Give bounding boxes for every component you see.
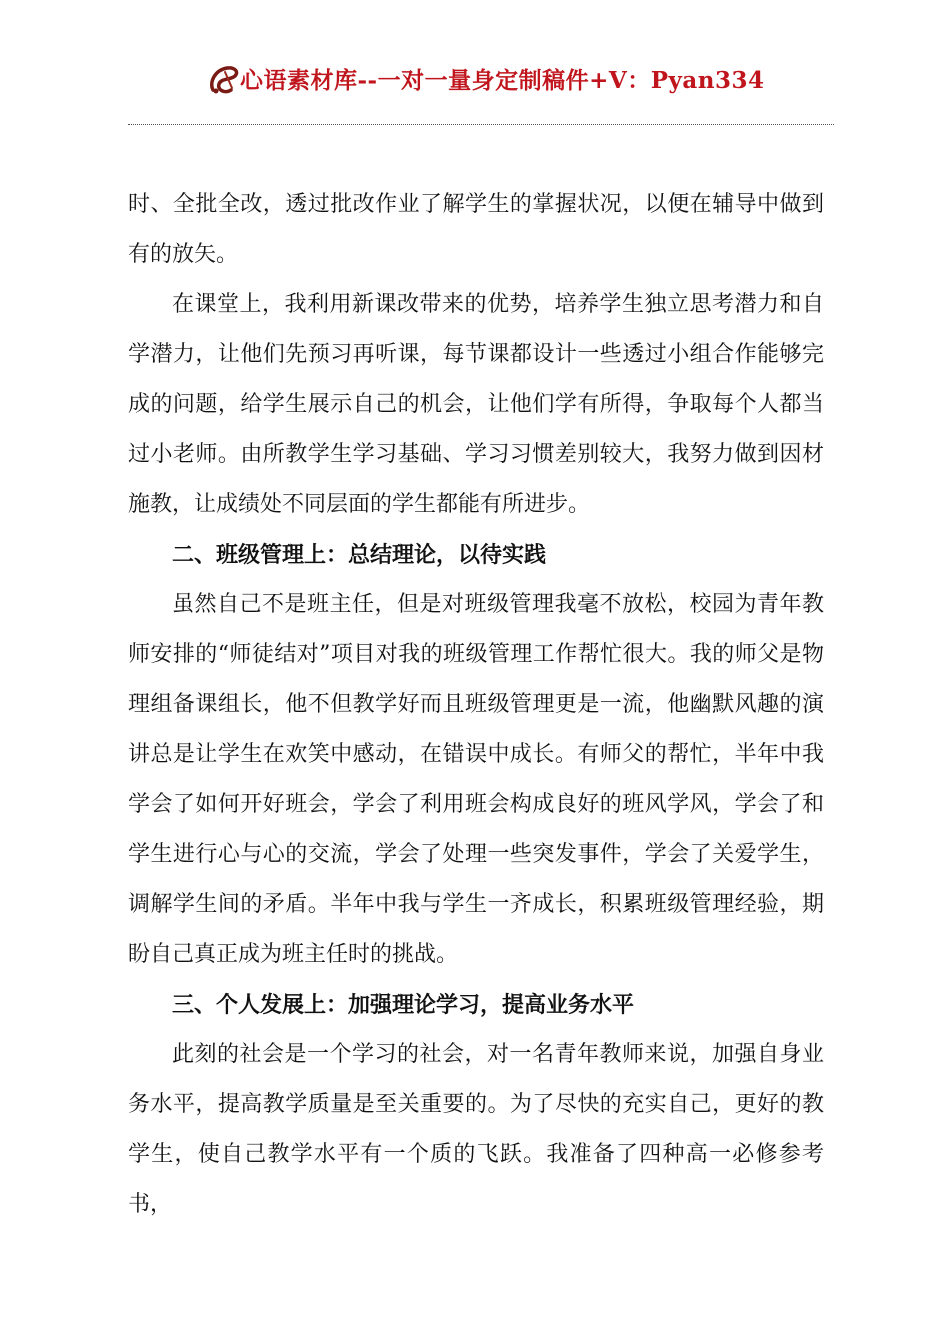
header-slogan: 一对一量身定制稿件+V：Pyan334 xyxy=(377,67,765,94)
header-divider xyxy=(128,124,834,125)
paragraph: 虽然自己不是班主任，但是对班级管理我毫不放松，校园为青年教师安排的“师徒结对”项目对我的班级管理工作帮忙很大。我的师父是物理组备课组长，他不但教学好而且班级管理更是一流，他幽默风趣的演讲总是让学生在欢笑中感动，在错误中成长。有师父的帮忙，半年中我学会了如何开好班会，学会了利用班会构成良好的班风学风，学会了和学生进行心与心的交流，学会了处理一些突发事件，学会了关爱学生，调解学生间的矛盾。半年中我与学生一齐成长，积累班级管理经验，期盼自己真正成为班主任时的挑战。 xyxy=(128,592,824,967)
header-title xyxy=(240,62,765,95)
section-heading: 二、班级管理上：总结理论，以待实践 xyxy=(172,542,547,568)
document-body xyxy=(128,180,824,1230)
paragraph: 在课堂上，我利用新课改带来的优势，培养学生独立思考潜力和自学潜力，让他们先预习再听课，每节课都设计一些透过小组合作能够完成的问题，给学生展示自己的机会，让他们学有所得，争取每个人都当过小老师。由所教学生学习基础、学习习惯差别较大，我努力做到因材施教，让成绩处不同层面的学生都能有所进步。 xyxy=(128,292,824,517)
paragraph: 时、全批全改，透过批改作业了解学生的掌握状况，以便在辅导中做到有的放矢。 xyxy=(128,192,824,267)
brush-logo-icon xyxy=(205,60,245,100)
brand-name: 心语素材库 xyxy=(240,67,358,94)
page-header xyxy=(0,58,950,102)
section-heading: 三、个人发展上：加强理论学习，提高业务水平 xyxy=(172,992,635,1018)
paragraph: 此刻的社会是一个学习的社会，对一名青年教师来说，加强自身业务水平，提高教学质量是至关重要的。为了尽快的充实自己，更好的教学生，使自己教学水平有一个质的飞跃。我准备了四种高一必修参考书， xyxy=(128,1042,824,1217)
header-separator: -- xyxy=(357,67,378,94)
